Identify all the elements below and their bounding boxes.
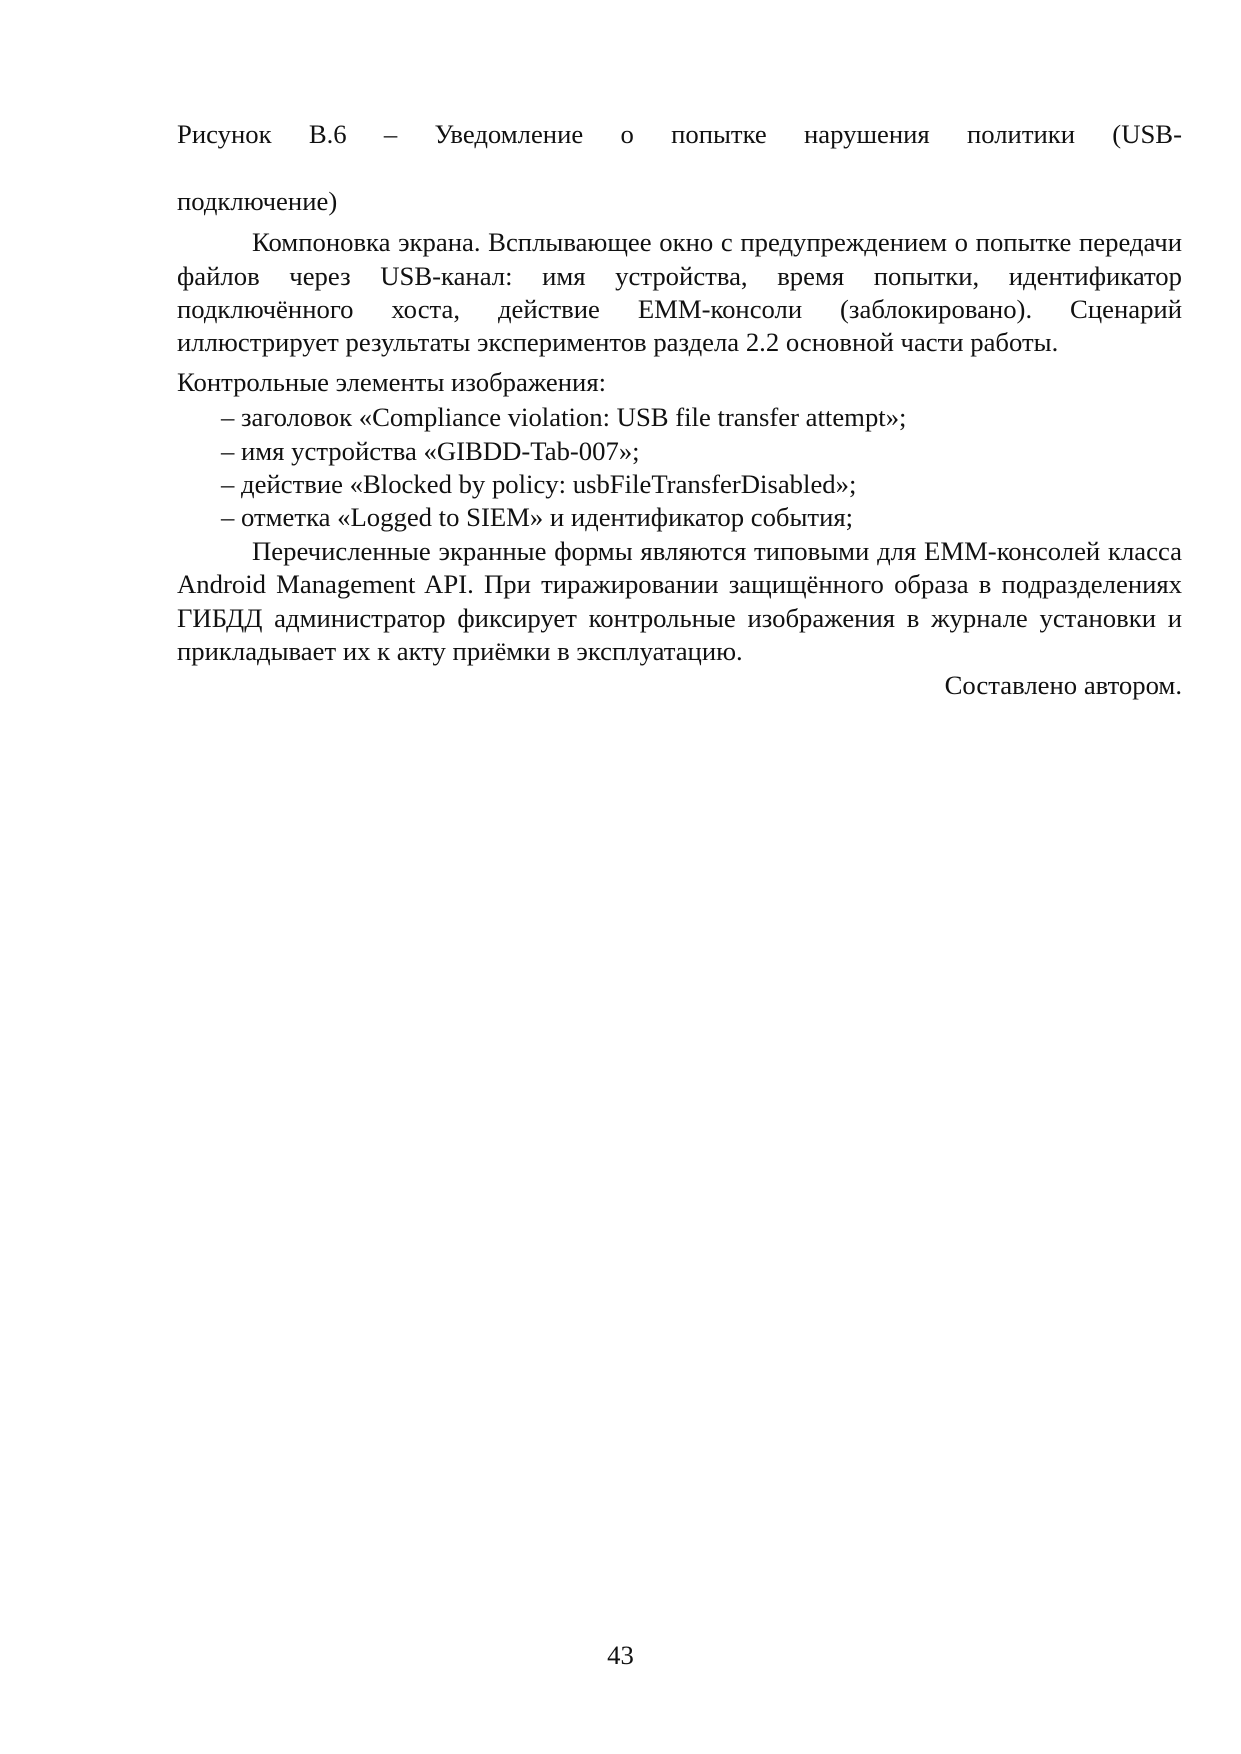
document-body — [177, 118, 1182, 702]
list-item: – действие «Blocked by policy: usbFileTransferDisabled»; — [221, 469, 857, 500]
closing-paragraph: Перечисленные экранные формы являются типовыми для EMM-консолей класса Android Management API. При тиражировании защищённого образа в подразделениях ГИБДД администратор фиксирует контрольные изображения в журнале установки и прикладывает их к акту приёмки в эксплуатацию. — [177, 535, 1182, 667]
page-number: 43 — [607, 1640, 634, 1670]
list-item: – имя устройства «GIBDD-Tab-007»; — [221, 435, 640, 466]
figure-caption — [177, 118, 1182, 185]
control-elements-heading: Контрольные элементы изображения: — [177, 366, 607, 397]
list-item: – заголовок «Compliance violation: USB file transfer attempt»; — [221, 402, 907, 433]
figure-caption-line1: Рисунок В.6 – Уведомление о попытке нарушения политики (USB- — [177, 119, 1182, 149]
source-note: Составлено автором. — [944, 669, 1182, 700]
figure-caption-line2: подключение) — [177, 185, 338, 216]
control-elements-list — [177, 401, 1182, 535]
list-item: – отметка «Logged to SIEM» и идентификатор события; — [221, 502, 854, 533]
layout-paragraph: Компоновка экрана. Всплывающее окно с предупреждением о попытке передачи файлов через USB-канал: имя устройства, время попытки, идентификатор подключённого хоста, действие EMM-консоли (заблокировано). Сценарий иллюстрирует результаты экспериментов раздела 2.2 основной части работы. — [177, 227, 1182, 358]
